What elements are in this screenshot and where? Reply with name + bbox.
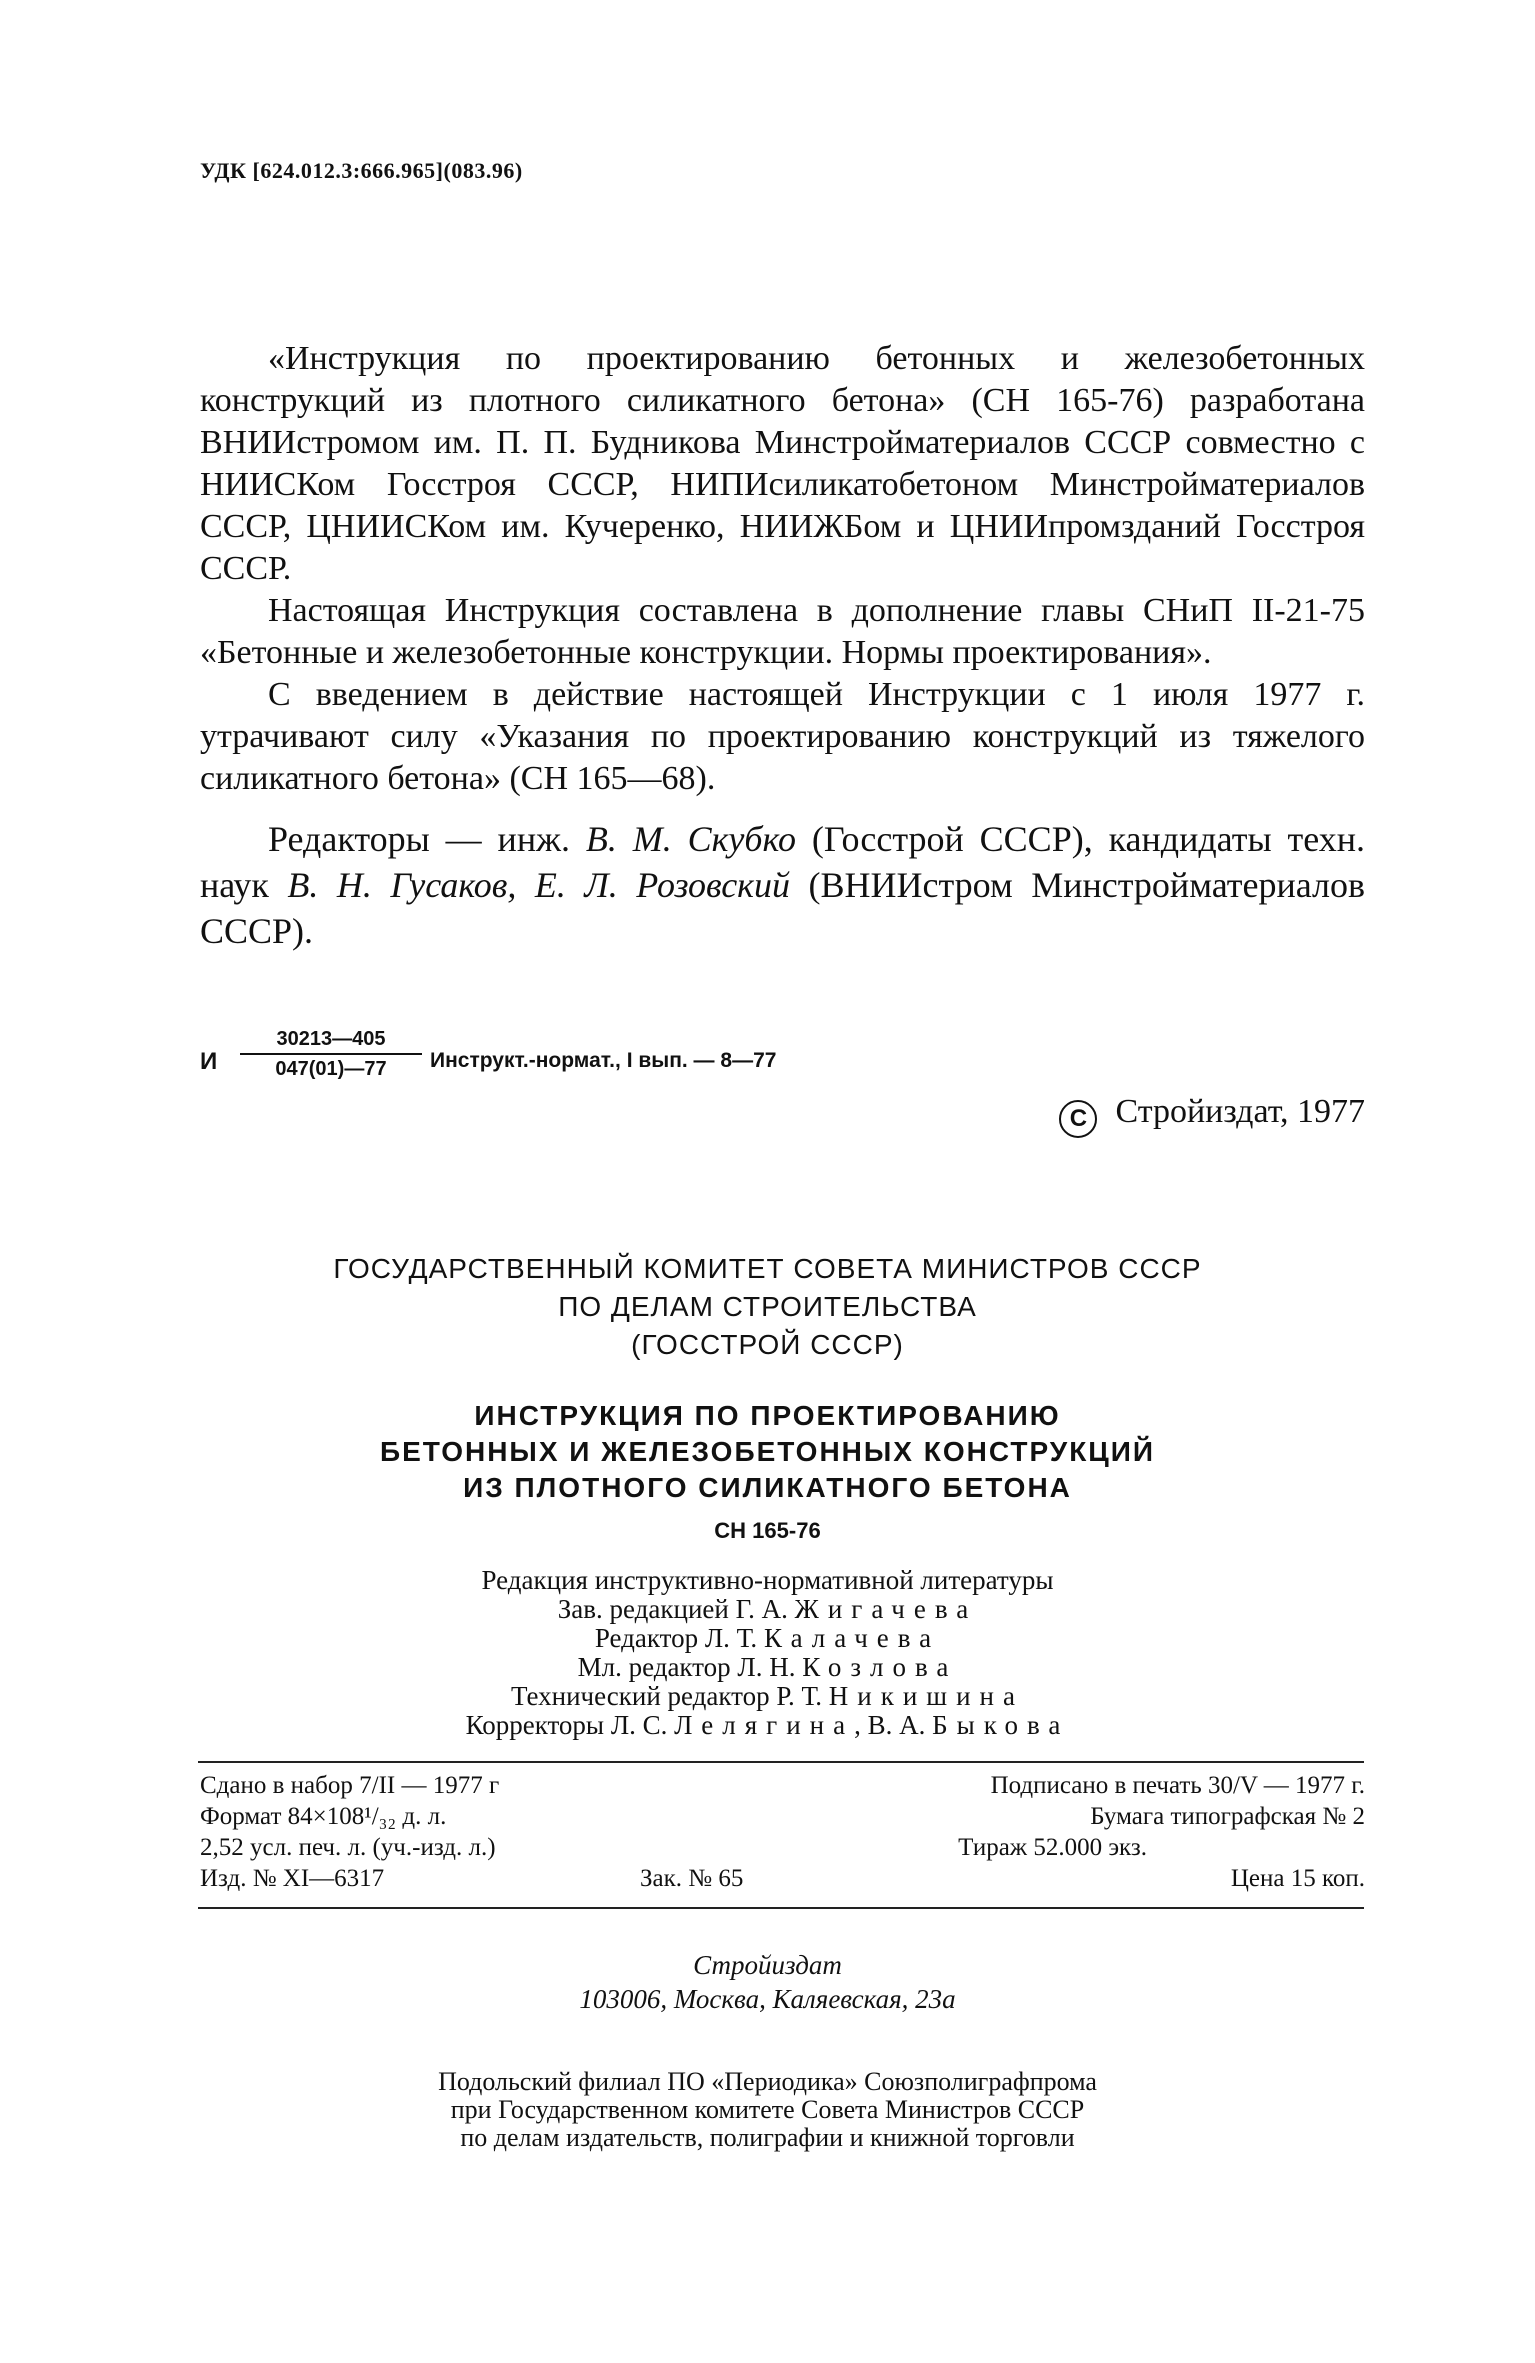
editors-mid: (Госстрой СССР), кандидаты техн. наук [200, 819, 1366, 905]
printer-line-2: при Государственном комитете Совета Министров СССР [450, 2095, 1085, 2124]
staff-separator: , В. А. [854, 1710, 933, 1740]
intro-paragraph-3: С введением в действие настоящей Инструкции с 1 июля 1977 г. утрачивают силу «Указания по проектированию конструкций из тяжелого силикатного бетона» (СН 165—68). [200, 676, 1365, 797]
imprint-row [200, 1772, 1365, 1803]
staff-line-5 [0, 1682, 1535, 1711]
order-number: Зак. № 65 [640, 1865, 744, 1892]
divider-top [198, 1761, 1364, 1763]
staff-name: Калачева [763, 1623, 941, 1653]
publisher-block [0, 1948, 1535, 2016]
organization-heading [0, 1250, 1535, 1364]
copyright-line [1059, 1093, 1365, 1138]
imprint-row [200, 1803, 1365, 1834]
staff-role: Зав. редакцией Г. А. [557, 1594, 795, 1624]
signed-date: Подписано в печать 30/V — 1977 г. [990, 1772, 1365, 1799]
publisher-name: Стройиздат [693, 1950, 842, 1980]
staff-role: Редактор Л. Т. [594, 1623, 764, 1653]
intro-paragraph-2: Настоящая Инструкция составлена в дополнение главы СНиП II-21-75 «Бетонные и железобетонные конструкции. Нормы проектирования». [200, 592, 1365, 671]
publication-number: Изд. № XI—6317 [200, 1865, 385, 1892]
staff-role: Корректоры Л. С. [465, 1710, 675, 1740]
staff-role: Мл. редактор Л. Н. [577, 1652, 803, 1682]
divider-bottom [198, 1907, 1364, 1909]
title-line-1: ИНСТРУКЦИЯ ПО ПРОЕКТИРОВАНИЮ [474, 1400, 1061, 1431]
print-imprint [200, 1772, 1365, 1896]
catalog-letter: И [200, 1048, 218, 1075]
paper-type: Бумага типографская № 2 [1090, 1803, 1365, 1830]
printer-block [0, 2068, 1535, 2152]
staff-line-6 [0, 1711, 1535, 1740]
catalog-numerator: 30213—405 [240, 1028, 422, 1055]
staff-line-2 [0, 1595, 1535, 1624]
staff-line-4 [0, 1653, 1535, 1682]
imprint-row [200, 1834, 1365, 1865]
organization-line-1: ГОСУДАРСТВЕННЫЙ КОМИТЕТ СОВЕТА МИНИСТРОВ СССР [333, 1253, 1202, 1284]
staff-name: Козлова [802, 1652, 958, 1682]
staff-name: Лелягина [674, 1710, 855, 1740]
staff-line-3 [0, 1624, 1535, 1653]
staff-role: Технический редактор Р. Т. [511, 1681, 829, 1711]
format: Формат 84×108¹/₃₂ д. л. [200, 1803, 447, 1830]
staff-line-1: Редакция инструктивно-нормативной литературы [481, 1565, 1054, 1595]
editors-paragraph [200, 816, 1365, 954]
editor-names-2: В. Н. Гусаков, Е. Л. Розовский [287, 865, 791, 905]
title-line-3: ИЗ ПЛОТНОГО СИЛИКАТНОГО БЕТОНА [463, 1472, 1072, 1503]
price: Цена 15 коп. [1230, 1865, 1365, 1892]
organization-line-3: (ГОССТРОЙ СССР) [631, 1329, 904, 1360]
printer-line-1: Подольский филиал ПО «Периодика» Союзполиграфпрома [438, 2067, 1097, 2096]
staff-name: Никишина [828, 1681, 1024, 1711]
staff-name: Жигачева [794, 1594, 978, 1624]
document-code: СН 165-76 [714, 1518, 821, 1543]
imprint-row [200, 1865, 1365, 1896]
udk-code: УДК [624.012.3:666.965](083.96) [200, 158, 523, 183]
catalog-denominator: 047(01)—77 [275, 1058, 387, 1080]
editor-name-1: В. М. Скубко [585, 819, 796, 859]
catalog-fraction [240, 1028, 422, 1081]
editors-lead: Редакторы — инж. [268, 819, 586, 859]
intro-text [200, 338, 1365, 800]
printer-line-3: по делам издательств, полиграфии и книжной торговли [460, 2123, 1075, 2152]
editors-tail: (ВНИИстром Минстройматериалов СССР). [200, 865, 1366, 951]
organization-line-2: ПО ДЕЛАМ СТРОИТЕЛЬСТВА [558, 1291, 977, 1322]
document-title [0, 1398, 1535, 1506]
print-run: Тираж 52.000 экз. [958, 1834, 1147, 1861]
copyright-text: Стройиздат, 1977 [1115, 1093, 1365, 1130]
copyright-icon: С [1059, 1100, 1097, 1138]
publisher-address: 103006, Москва, Каляевская, 23а [579, 1984, 956, 2014]
staff-name: Быкова [932, 1710, 1070, 1740]
catalog-rest: Инструкт.-нормат., I вып. — 8—77 [430, 1049, 777, 1072]
sheet-count: 2,52 усл. печ. л. (уч.-изд. л.) [200, 1834, 496, 1861]
intro-paragraph-1: «Инструкция по проектированию бетонных и железобетонных конструкций из плотного силикатного бетона» (СН 165-76) разработана ВНИИстромом им. П. П. Будникова Минстройматериалов СССР совместно с НИИСКом Госстроя СССР, НИПИсиликатобетоном Минстройматериалов СССР, ЦНИИСКом им. Кучеренко, НИИЖБом и ЦНИИпромзданий Госстроя СССР. [200, 340, 1365, 587]
title-line-2: БЕТОННЫХ И ЖЕЛЕЗОБЕТОННЫХ КОНСТРУКЦИЙ [380, 1436, 1155, 1467]
typeset-date: Сдано в набор 7/II — 1977 г [200, 1772, 500, 1799]
editorial-staff [0, 1566, 1535, 1740]
